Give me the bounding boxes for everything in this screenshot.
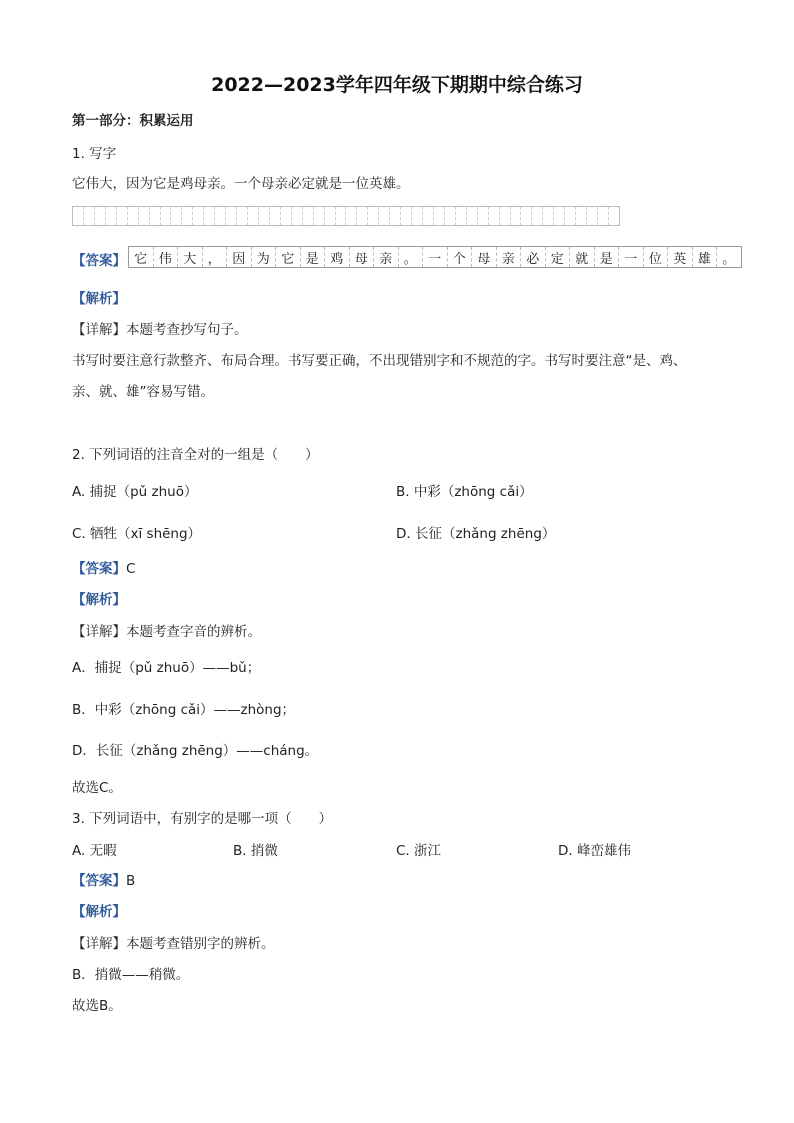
answer-char: 母 bbox=[472, 247, 497, 267]
q2-line-b: B．中彩（zhōng cǎi）——zhòng； bbox=[72, 702, 296, 718]
answer-char: 它 bbox=[129, 247, 154, 267]
answer-char: 一 bbox=[619, 247, 644, 267]
q3-option-b: B. 捎微 bbox=[233, 843, 278, 859]
writing-grid bbox=[72, 206, 620, 226]
answer-char: 。 bbox=[399, 247, 424, 267]
q3-detail bbox=[72, 932, 275, 952]
q2-analysis-tag: 【解析】 bbox=[72, 592, 126, 608]
answer-char: 亲 bbox=[497, 247, 522, 267]
answer-char: 必 bbox=[521, 247, 546, 267]
answer-char: 位 bbox=[644, 247, 669, 267]
answer-char: 因 bbox=[227, 247, 252, 267]
q3-analysis-tag: 【解析】 bbox=[72, 904, 126, 920]
answer-char: 大 bbox=[178, 247, 203, 267]
answer-char: 。 bbox=[722, 251, 736, 267]
q3-option-a: A. 无暇 bbox=[72, 843, 117, 859]
q3-line-b: B．捎微——稍微。 bbox=[72, 967, 190, 983]
q1-detail-tag: 【详解】 bbox=[72, 322, 126, 338]
q2-line-d: D．长征（zhǎng zhēng）——cháng。 bbox=[72, 743, 319, 759]
q2-detail bbox=[72, 620, 261, 640]
q1-answer-tag: 【答案】 bbox=[72, 253, 126, 269]
page-title: 2022—2023学年四年级下期期中综合练习 bbox=[211, 74, 583, 96]
answer-char: ， bbox=[203, 247, 228, 267]
answer-char: 鸡 bbox=[325, 247, 350, 267]
answer-char: 是 bbox=[301, 247, 326, 267]
answer-char: 是 bbox=[595, 247, 620, 267]
q3-answer bbox=[72, 869, 135, 889]
answer-char: 个 bbox=[448, 247, 473, 267]
answer-char: 母 bbox=[350, 247, 375, 267]
q1-note-line2: 亲、就、雄”容易写错。 bbox=[72, 384, 214, 400]
q3-heading: 3. 下列词语中，有别字的是哪一项（ ） bbox=[72, 811, 333, 827]
answer-char: 雄 bbox=[693, 247, 718, 267]
q2-option-c: C. 牺牲（xī shēng） bbox=[72, 526, 202, 542]
q3-option-c: C. 浙江 bbox=[396, 843, 442, 859]
q2-answer-tag: 【答案】 bbox=[72, 561, 126, 577]
q3-answer-value: B bbox=[126, 873, 136, 889]
answer-char: 就 bbox=[570, 247, 595, 267]
q2-answer bbox=[72, 557, 135, 577]
q2-detail-tag: 【详解】 bbox=[72, 624, 126, 640]
q2-conclusion: 故选C。 bbox=[72, 780, 122, 796]
q3-answer-tag: 【答案】 bbox=[72, 873, 126, 889]
q2-option-b: B. 中彩（zhōng cǎi） bbox=[396, 484, 533, 500]
q2-answer-value: C bbox=[126, 561, 136, 577]
q2-heading: 2. 下列词语的注音全对的一组是（ ） bbox=[72, 447, 319, 463]
q2-detail-text: 本题考查字音的辨析。 bbox=[126, 624, 261, 640]
section-heading: 第一部分：积累运用 bbox=[72, 113, 194, 129]
answer-char: 一 bbox=[423, 247, 448, 267]
q2-option-d: D. 长征（zhǎng zhēng） bbox=[396, 526, 556, 542]
answer-char: 它 bbox=[276, 247, 301, 267]
q3-option-d: D. 峰峦雄伟 bbox=[558, 843, 631, 859]
answer-char: 定 bbox=[546, 247, 571, 267]
q2-option-a: A. 捕捉（pǔ zhuō） bbox=[72, 484, 198, 500]
answer-char: 为 bbox=[252, 247, 277, 267]
q1-analysis-tag: 【解析】 bbox=[72, 291, 126, 307]
answer-char: 英 bbox=[668, 247, 693, 267]
q1-detail bbox=[72, 318, 248, 338]
q1-note-line1: 书写时要注意行款整齐、布局合理。书写要正确，不出现错别字和不规范的字。书写时要注意“是、鸡、 bbox=[72, 353, 687, 369]
q3-detail-text: 本题考查错别字的辨析。 bbox=[126, 936, 275, 952]
answer-char: 伟 bbox=[154, 247, 179, 267]
q1-sentence: 它伟大，因为它是鸡母亲。一个母亲必定就是一位英雄。 bbox=[72, 176, 410, 192]
q1-detail-text: 本题考查抄写句子。 bbox=[126, 322, 248, 338]
answer-grid bbox=[128, 246, 742, 268]
q1-heading: 1. 写字 bbox=[72, 146, 117, 162]
answer-char: 亲 bbox=[374, 247, 399, 267]
q3-conclusion: 故选B。 bbox=[72, 998, 122, 1014]
q3-detail-tag: 【详解】 bbox=[72, 936, 126, 952]
q2-line-a: A．捕捉（pǔ zhuō）——bǔ； bbox=[72, 660, 261, 676]
